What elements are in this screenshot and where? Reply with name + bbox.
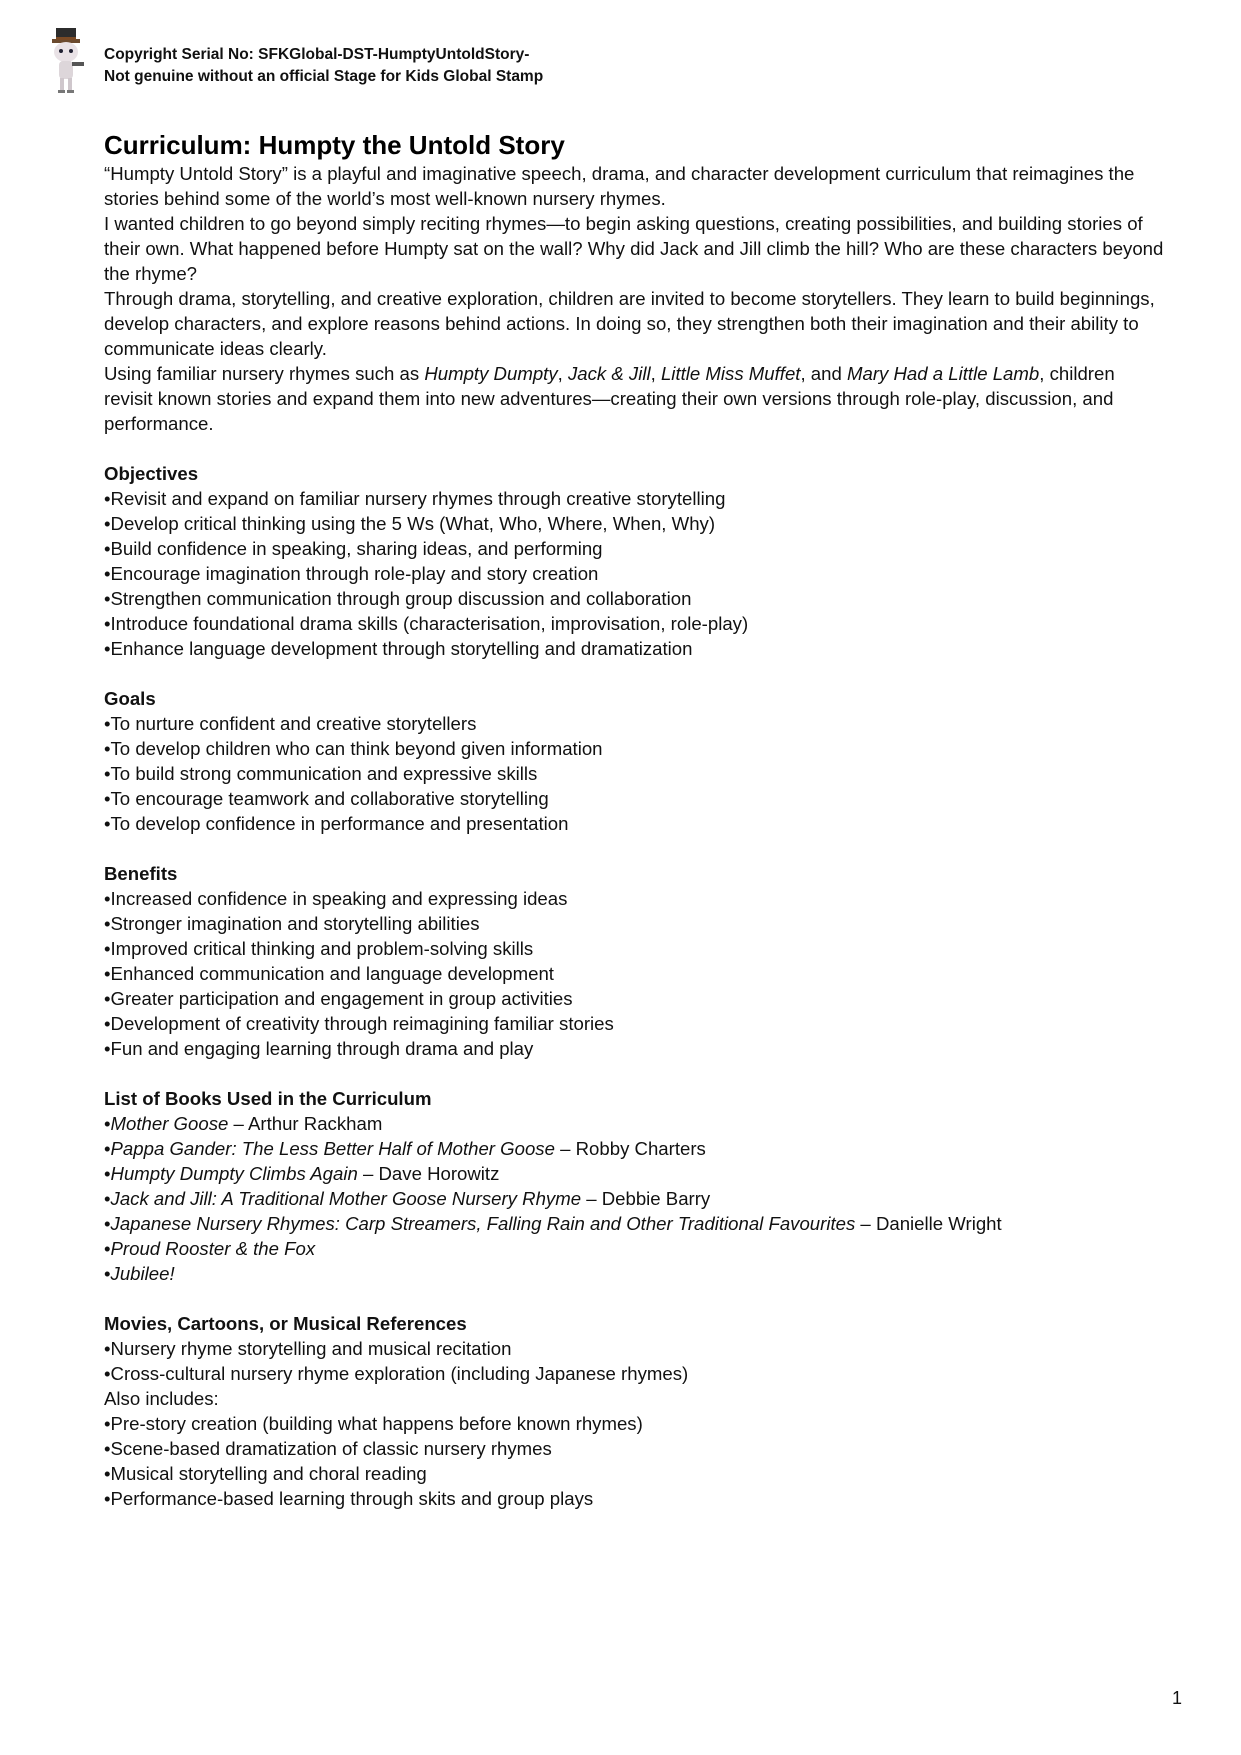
intro: [104, 161, 1164, 1511]
book-title: Proud Rooster & the Fox: [110, 1238, 316, 1259]
section-heading: List of Books Used in the Curriculum: [104, 1088, 432, 1109]
section-heading: Benefits: [104, 863, 178, 884]
also-includes-label: Also includes:: [104, 1388, 219, 1409]
objectives-section: [104, 461, 1164, 661]
list-item: • Strengthen communication through group discussion and collaboration: [104, 586, 1164, 611]
list-item: • Enhance language development through storytelling and dramatization: [104, 636, 1164, 661]
document-body: [104, 129, 1164, 1511]
book-title: Humpty Dumpty Climbs Again: [110, 1163, 358, 1184]
copyright-serial: Copyright Serial No: SFKGlobal-DST-HumptyUntoldStory-: [104, 46, 530, 63]
book-title: Pappa Gander: The Less Better Half of Mother Goose: [110, 1138, 555, 1159]
also-includes-list: [104, 1411, 1164, 1511]
text: , and: [800, 363, 847, 384]
list-item: • To develop children who can think beyond given information: [104, 736, 1164, 761]
goals-section: [104, 686, 1164, 836]
list-item: • To nurture confident and creative storytellers: [104, 711, 1164, 736]
rhyme-title: Mary Had a Little Lamb: [847, 363, 1040, 384]
benefits-list: [104, 886, 1164, 1061]
book-author: – Robby Charters: [554, 1138, 706, 1159]
list-item: • Greater participation and engagement in group activities: [104, 986, 1164, 1011]
list-item: • Musical storytelling and choral reading: [104, 1461, 1164, 1486]
list-item: • Nursery rhyme storytelling and musical recitation: [104, 1336, 1164, 1361]
list-item: • To encourage teamwork and collaborative storytelling: [104, 786, 1164, 811]
list-item: • Cross-cultural nursery rhyme exploration (including Japanese rhymes): [104, 1361, 1164, 1386]
references-list: [104, 1336, 1164, 1386]
section-heading: Movies, Cartoons, or Musical References: [104, 1313, 467, 1334]
section-heading: Objectives: [104, 463, 199, 484]
intro-paragraph-4: [104, 361, 1164, 436]
text: , children revisit known stories and expand them into new adventures—creating their own versions through role-play, discussion, and performance.: [104, 363, 1115, 434]
list-item: • Improved critical thinking and problem-solving skills: [104, 936, 1164, 961]
references-section: [104, 1311, 1164, 1511]
book-item: [104, 1136, 1164, 1161]
book-item: [104, 1211, 1164, 1236]
list-item: • Performance-based learning through skits and group plays: [104, 1486, 1164, 1511]
book-title: Mother Goose: [110, 1113, 229, 1134]
copyright-notice: [104, 44, 543, 88]
list-item: • Introduce foundational drama skills (characterisation, improvisation, role-play): [104, 611, 1164, 636]
page-number: 1: [1172, 1688, 1183, 1708]
book-author: – Dave Horowitz: [357, 1163, 500, 1184]
intro-paragraph-1: “Humpty Untold Story” is a playful and imaginative speech, drama, and character development curriculum that reimagines the stories behind some of the world’s most well-known nursery rhymes.: [104, 163, 1135, 209]
book-author: – Danielle Wright: [855, 1213, 1002, 1234]
book-title: Japanese Nursery Rhymes: Carp Streamers, Falling Rain and Other Traditional Favourites: [110, 1213, 856, 1234]
benefits-section: [104, 861, 1164, 1061]
text: Using familiar nursery rhymes such as: [104, 363, 425, 384]
text: ,: [650, 363, 661, 384]
rhyme-title: Little Miss Muffet: [660, 363, 801, 384]
book-title: Jubilee!: [110, 1263, 175, 1284]
list-item: • Stronger imagination and storytelling abilities: [104, 911, 1164, 936]
book-item: [104, 1261, 1164, 1286]
list-item: • Build confidence in speaking, sharing ideas, and performing: [104, 536, 1164, 561]
books-list: [104, 1111, 1164, 1286]
text: ,: [557, 363, 568, 384]
list-item: • Scene-based dramatization of classic nursery rhymes: [104, 1436, 1164, 1461]
book-item: [104, 1236, 1164, 1261]
books-section: [104, 1086, 1164, 1286]
list-item: • Pre-story creation (building what happens before known rhymes): [104, 1411, 1164, 1436]
book-title: Jack and Jill: A Traditional Mother Goose Nursery Rhyme: [110, 1188, 582, 1209]
intro-paragraph-2: I wanted children to go beyond simply reciting rhymes—to begin asking questions, creating possibilities, and building stories of their own. What happened before Humpty sat on the wall? Why did Jack and Jill climb the hill? Who are these characters beyond the rhyme?: [104, 213, 1164, 284]
list-item: • Development of creativity through reimagining familiar stories: [104, 1011, 1164, 1036]
list-item: • Fun and engaging learning through drama and play: [104, 1036, 1164, 1061]
intro-paragraph-3: Through drama, storytelling, and creative exploration, children are invited to become storytellers. They learn to build beginnings, develop characters, and explore reasons behind actions. In doing so, they strengthen both their imagination and their ability to communicate ideas clearly.: [104, 288, 1155, 359]
rhyme-title: Jack & Jill: [567, 363, 651, 384]
list-item: • Develop critical thinking using the 5 Ws (What, Who, Where, When, Why): [104, 511, 1164, 536]
copyright-stamp-note: Not genuine without an official Stage for Kids Global Stamp: [104, 68, 544, 85]
list-item: • Enhanced communication and language development: [104, 961, 1164, 986]
list-item: • Revisit and expand on familiar nursery rhymes through creative storytelling: [104, 486, 1164, 511]
book-item: [104, 1111, 1164, 1136]
page-title: Curriculum: Humpty the Untold Story: [104, 130, 565, 160]
book-item: [104, 1186, 1164, 1211]
list-item: • Encourage imagination through role-play and story creation: [104, 561, 1164, 586]
objectives-list: [104, 486, 1164, 661]
goals-list: [104, 711, 1164, 836]
list-item: • To build strong communication and expressive skills: [104, 761, 1164, 786]
book-author: – Arthur Rackham: [228, 1113, 383, 1134]
book-item: [104, 1161, 1164, 1186]
list-item: • To develop confidence in performance and presentation: [104, 811, 1164, 836]
book-author: – Debbie Barry: [581, 1188, 711, 1209]
cartoon-cat-in-top-hat-icon: [44, 26, 88, 98]
rhyme-title: Humpty Dumpty: [424, 363, 558, 384]
section-heading: Goals: [104, 688, 156, 709]
list-item: • Increased confidence in speaking and expressing ideas: [104, 886, 1164, 911]
